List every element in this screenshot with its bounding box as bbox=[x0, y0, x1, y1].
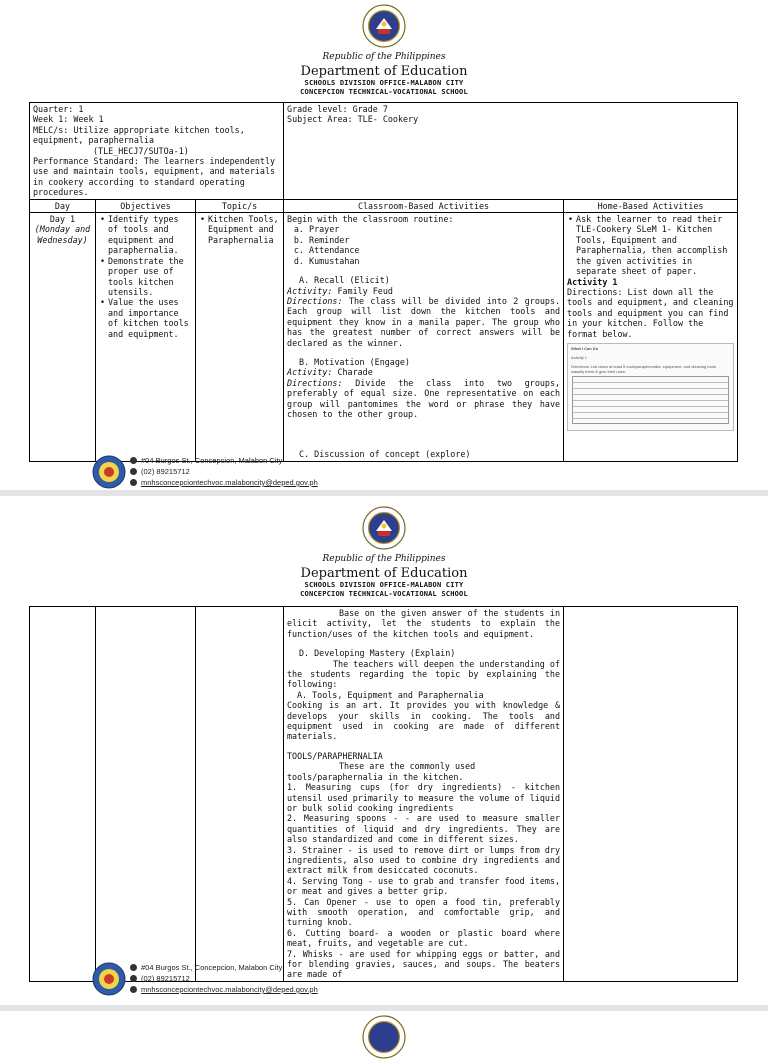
classroom-activities-cell bbox=[284, 607, 564, 982]
lesson-info-cell bbox=[30, 103, 284, 200]
topic-cell bbox=[196, 213, 284, 462]
objectives-cell bbox=[96, 213, 196, 462]
lesson-plan-table-continued bbox=[29, 606, 738, 982]
activity-format-thumbnail bbox=[567, 343, 734, 431]
tools-heading: TOOLS/PARAPHERNALIA bbox=[287, 750, 383, 761]
home-activity-title: Activity 1 bbox=[567, 276, 618, 287]
classroom-activities-cell bbox=[284, 213, 564, 462]
footer-email[interactable]: mnhsconcepciontechvoc.malaboncity@deped.gov.ph bbox=[130, 477, 318, 488]
division-label: SCHOOLS DIVISION OFFICE-MALABON CITY bbox=[304, 79, 464, 87]
republic-label: Republic of the Philippines bbox=[322, 554, 446, 564]
recall-activity: Activity: Family Feud bbox=[287, 285, 393, 296]
recall-directions: Directions: The class will be divided into 2 groups. Each group will list down the kitchen tools and equipment they know in a manila paper. The group who has the greatest number of correct answers will be declared as the winner. bbox=[287, 295, 561, 348]
document-page-3 bbox=[0, 1011, 768, 1024]
explain-intro: Base on the given answer of the students in elicit activity, let the students to explain the function/uses of the kitchen tools and equipment. bbox=[287, 608, 560, 639]
tool-item: 4. Serving Tong - use to grab and transfer food items, or meat and gives a better grip. bbox=[287, 875, 560, 897]
objectives-cell-empty bbox=[96, 607, 196, 982]
routine-intro: Begin with the classroom routine: bbox=[287, 214, 454, 225]
footer-email[interactable]: mnhsconcepciontechvoc.malaboncity@deped.gov.ph bbox=[130, 984, 318, 995]
school-logo-icon bbox=[92, 455, 126, 489]
home-activity-text: Directions: List down all the tools and equipment, and cleaning tools and equipment you can find in your kitchen. Follow the format below. bbox=[567, 286, 734, 339]
topic-cell-empty bbox=[196, 607, 284, 982]
week-text: Week 1: Week 1 bbox=[33, 114, 104, 125]
col-header-topics: Topic/s bbox=[196, 199, 284, 212]
thumb-directions: Directions: List down at least 5 tools/paraphernalia, equipment, and cleaning tools, classify them & give their uses. bbox=[571, 363, 717, 374]
school-label: CONCEPCION TECHNICAL-VOCATIONAL SCHOOL bbox=[300, 88, 468, 96]
lesson-plan-table bbox=[29, 102, 738, 462]
melc-code: (TLE_HECJ7/SUTOa-1) bbox=[93, 145, 189, 156]
subject-area-text: Subject Area: TLE- Cookery bbox=[287, 114, 419, 125]
developing-mastery-text: The teachers will deepen the understanding of the students regarding the topic by explaining the following: bbox=[287, 658, 560, 690]
tools-subtitle: A. Tools, Equipment and Paraphernalia bbox=[297, 689, 484, 700]
melc-text: MELC/s: Utilize appropriate kitchen tools, equipment, paraphernalia bbox=[33, 124, 245, 146]
motivation-title: B. Motivation (Engage) bbox=[299, 356, 410, 367]
discussion-title: C. Discussion of concept (explore) bbox=[299, 449, 471, 460]
col-header-day: Day bbox=[30, 199, 96, 212]
tool-item: 2. Measuring spoons - - are used to measure smaller quantities of liquid and dry ingredients. They are also standardized and come in different sizes. bbox=[287, 813, 560, 845]
tool-item: 1. Measuring cups (for dry ingredients) - kitchen utensil used primarily to measure the volume of liquid or bulk solid cooking ingredients bbox=[287, 782, 560, 813]
topic-item: • Kitchen Tools, Equipment and Paraphernalia bbox=[208, 214, 280, 245]
motivation-activity: Activity: Charade bbox=[287, 367, 373, 378]
phone-icon bbox=[130, 468, 137, 475]
routine-item: b. Reminder bbox=[309, 235, 560, 245]
objective-item: • Value the uses and importance of kitchen tools and equipment. bbox=[108, 297, 192, 339]
quarter-text: Quarter: 1 bbox=[33, 104, 84, 114]
col-header-objectives: Objectives bbox=[96, 199, 196, 212]
objective-item: • Identify types of tools and equipment and paraphernalia. bbox=[108, 214, 192, 256]
department-title: Department of Education bbox=[300, 566, 468, 581]
motivation-directions: Directions: Divide the class into two groups, preferably of equal size. One representative on each group will pantomimes the word or phrase they have chosen to the other group. bbox=[287, 377, 561, 419]
division-label: SCHOOLS DIVISION OFFICE-MALABON CITY bbox=[304, 581, 464, 589]
document-page-1 bbox=[0, 0, 768, 490]
home-bullet: • Ask the learner to read their TLE-Cookery SLeM 1- Kitchen Tools, Equipment and Paraphernalia, then accomplish the given activities in separate sheet of paper. bbox=[576, 214, 734, 276]
thumb-activity: Activity 1 bbox=[571, 354, 588, 360]
department-title: Department of Education bbox=[300, 64, 468, 79]
footer-phone: (02) 89215712 bbox=[130, 466, 318, 477]
tools-heading-text: These are the commonly used tools/paraphernalia in the kitchen. bbox=[287, 761, 476, 782]
performance-standard-text: Performance Standard: The learners independently use and maintain tools, equipment, and materials in cookery according to standard operating procedures. bbox=[33, 156, 276, 198]
home-activities-cell-empty bbox=[564, 607, 738, 982]
page-header bbox=[0, 52, 768, 97]
thumb-heading: What I Can Do bbox=[571, 345, 599, 351]
email-icon bbox=[130, 986, 137, 993]
location-icon bbox=[130, 457, 137, 464]
routine-item: d. Kumustahan bbox=[309, 256, 560, 266]
school-logo-icon bbox=[92, 962, 126, 996]
tool-item: 6. Cutting board- a wooden or plastic board where meat, fruits, and vegetable are cut. bbox=[287, 927, 560, 949]
day-detail: (Monday and Wednesday) bbox=[34, 224, 91, 245]
recall-title: A. Recall (Elicit) bbox=[299, 275, 390, 286]
tool-item: 5. Can Opener - use to open a food tin, preferably with smooth operation, and comfortable grip, and turning knob. bbox=[287, 896, 560, 928]
tool-item: 7. Whisks - are used for whipping eggs or batter, and for blending gravies, sauces, and soups. The beaters are made of bbox=[287, 948, 560, 980]
republic-label: Republic of the Philippines bbox=[322, 52, 446, 62]
day-cell bbox=[30, 213, 96, 462]
footer-address: #04 Burgos St., Concepcion, Malabon City bbox=[130, 455, 318, 466]
objective-item: • Demonstrate the proper use of tools kitchen utensils. bbox=[108, 256, 192, 298]
routine-item: c. Attendance bbox=[309, 245, 560, 255]
routine-item: a. Prayer bbox=[309, 224, 560, 234]
home-activities-cell bbox=[564, 213, 738, 462]
col-header-home: Home-Based Activities bbox=[564, 199, 738, 212]
deped-seal-icon bbox=[362, 1015, 406, 1059]
location-icon bbox=[130, 964, 137, 971]
school-label: CONCEPCION TECHNICAL-VOCATIONAL SCHOOL bbox=[300, 590, 468, 598]
footer-address: #04 Burgos St., Concepcion, Malabon City bbox=[130, 962, 318, 973]
tools-intro-text: Cooking is an art. It provides you with knowledge & develops your skills in cooking. The tools and equipment used in cooking are made of different materials. bbox=[287, 700, 560, 742]
deped-seal-icon bbox=[362, 4, 406, 48]
tool-item: 3. Strainer - is used to remove dirt or lumps from dry ingredients, also used to combine dry ingredients and extract milk from desiccated coconuts. bbox=[287, 844, 560, 876]
document-page-2 bbox=[0, 496, 768, 1005]
grade-level-text: Grade level: Grade 7 bbox=[287, 104, 388, 114]
day-label: Day 1 bbox=[49, 214, 76, 225]
footer-phone: (02) 89215712 bbox=[130, 973, 318, 984]
day-cell-empty bbox=[30, 607, 96, 982]
email-icon bbox=[130, 479, 137, 486]
col-header-classroom: Classroom-Based Activities bbox=[284, 199, 564, 212]
phone-icon bbox=[130, 975, 137, 982]
thumb-table bbox=[572, 376, 729, 424]
deped-seal-icon bbox=[362, 506, 406, 550]
grade-subject-cell bbox=[284, 103, 738, 200]
page-header bbox=[0, 554, 768, 599]
developing-mastery-title: D. Developing Mastery (Explain) bbox=[299, 648, 456, 659]
